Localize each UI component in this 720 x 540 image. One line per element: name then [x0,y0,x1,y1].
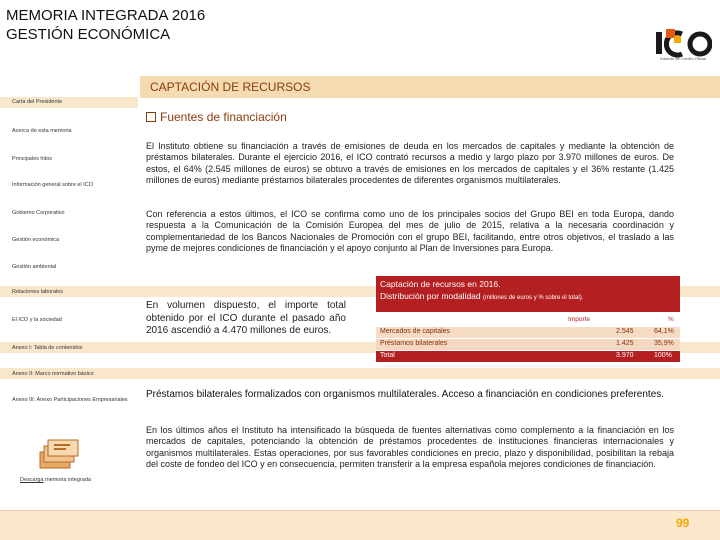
sidebar-item-anexo-2[interactable]: Anexo II: Marco normativo básico [12,371,94,377]
sidebar-item-anexo-3[interactable]: Anexo III: Anexo Participaciones Empresariales [12,397,128,403]
title-line-2: GESTIÓN ECONÓMICA [6,26,171,43]
checkbox-bullet-icon [146,112,156,122]
paragraph-fuentes-alternativas: En los últimos años el Instituto ha intensificado la búsqueda de fuentes alternativas como complemento a la financiación en los mercados de capitales, potenciando la obtención de préstamos procedentes de instituciones financieras internacionales y organismos multilaterales. Estas operaciones, por sus favorables condiciones en precio, plazo y disponibilidad, posibilitan la rebaja del coste de fondeo del ICO y en consecuencia, permiten transferir a la empresa española mejores condiciones de financiación. [146,425,674,470]
sidebar-item-principales-hitos[interactable]: Principales hitos [12,156,53,162]
table-title-line-2 [380,291,583,301]
subheading [146,110,287,124]
row-amount: 1.425 [616,340,634,347]
footer-band [0,510,720,540]
row-label: Mercados de capitales [380,328,451,335]
download-link-prefix[interactable]: Descarga [20,477,44,483]
table-title-line-2-text: Distribución por modalidad [380,291,481,301]
table-title-note: (millones de euros y % sobre el total). [483,295,584,301]
sidebar-item-informacion-general[interactable]: Información general sobre el ICO [12,182,94,188]
col-header-importe: Importe [568,316,591,323]
sidebar-item-carta-presidente[interactable]: Carta del Presidente [12,99,63,105]
row-pct: 35,9% [654,340,674,347]
sidebar-item-gobierno-corporativo[interactable]: Gobierno Corporativo [12,210,65,216]
paragraph-volumen: En volumen dispuesto, el importe total obtenido por el ICO durante el pasado año 2016 ascendió a 4.470 millones de euros. [146,300,346,337]
paragraph-fuentes: El Instituto obtiene su financiación a través de emisiones de deuda en los mercados de capitales y mediante la obtención de préstamos bilaterales. Durante el ejercicio 2016, el ICO contrató recursos a medio y largo plazo por 3.970 millones de euros. De estos, el 64% (2.545 millones de euros) se obtuvo a través de emisiones en los mercados de capitales y el 36% restante (1.425 millones de euros) mediante préstamos bilaterales procedentes de diferentes organismos multilaterales. [146,141,674,186]
page-number: 99 [676,516,690,530]
sidebar-item-ico-sociedad[interactable]: El ICO y la sociedad [12,317,62,323]
section-banner [140,76,720,98]
sidebar-item-gestion-economica[interactable]: Gestión económica [12,237,60,243]
row-amount: 2.545 [616,328,634,335]
sidebar-item-acerca-memoria[interactable]: Acerca de esta memoria [12,128,72,134]
row-pct: 100% [654,352,672,359]
logo-caption: Instituto de Crédito Oficial [660,56,706,61]
row-pct: 64,1% [654,328,674,335]
sidebar-item-gestion-ambiental[interactable]: Gestión ambiental [12,264,57,270]
download-memoria-icon[interactable] [34,438,86,474]
download-link[interactable] [20,477,91,483]
download-link-suffix[interactable]: memoria integrada [43,477,91,483]
row-label: Préstamos bilaterales [380,340,448,347]
sidebar-item-relaciones-laborales[interactable]: Relaciones laborales [12,289,64,295]
paragraph-bilaterales-heading: Préstamos bilaterales formalizados con organismos multilaterales. Acceso a financiación en condiciones preferentes. [146,389,665,400]
paragraph-bei: Con referencia a estos últimos, el ICO se confirma como uno de los principales socios del Grupo BEI en toda Europa, dando respuesta a la Comunicación de la Comisión Europea del mes de julio de 2015, relativa a la necesaria coordinación y complementariedad de los Bancos Nacionales de Promoción con el grupo BEI, facilitando, entre otros objetivos, el traslado a las pyme de mejores condiciones de financiación y el apoyo conjunto al Plan de Inversiones para Europa. [146,209,674,254]
col-header-pct: % [668,316,674,323]
table-title-line-1: Captación de recursos en 2016. [380,279,501,289]
table-row-total [376,351,680,362]
title-line-1: MEMORIA INTEGRADA 2016 [6,7,206,24]
table-title [376,276,680,312]
sidebar-item-anexo-1[interactable]: Anexo I: Tabla de contenidos [12,345,83,351]
row-label: Total [380,352,395,359]
section-title: CAPTACIÓN DE RECURSOS [150,80,311,94]
table-row [376,339,680,350]
subheading-text: Fuentes de financiación [160,110,287,124]
row-amount: 3.970 [616,352,634,359]
captacion-table [376,276,680,364]
table-row [376,327,680,338]
page-title [6,6,205,44]
footer-divider [0,510,720,511]
